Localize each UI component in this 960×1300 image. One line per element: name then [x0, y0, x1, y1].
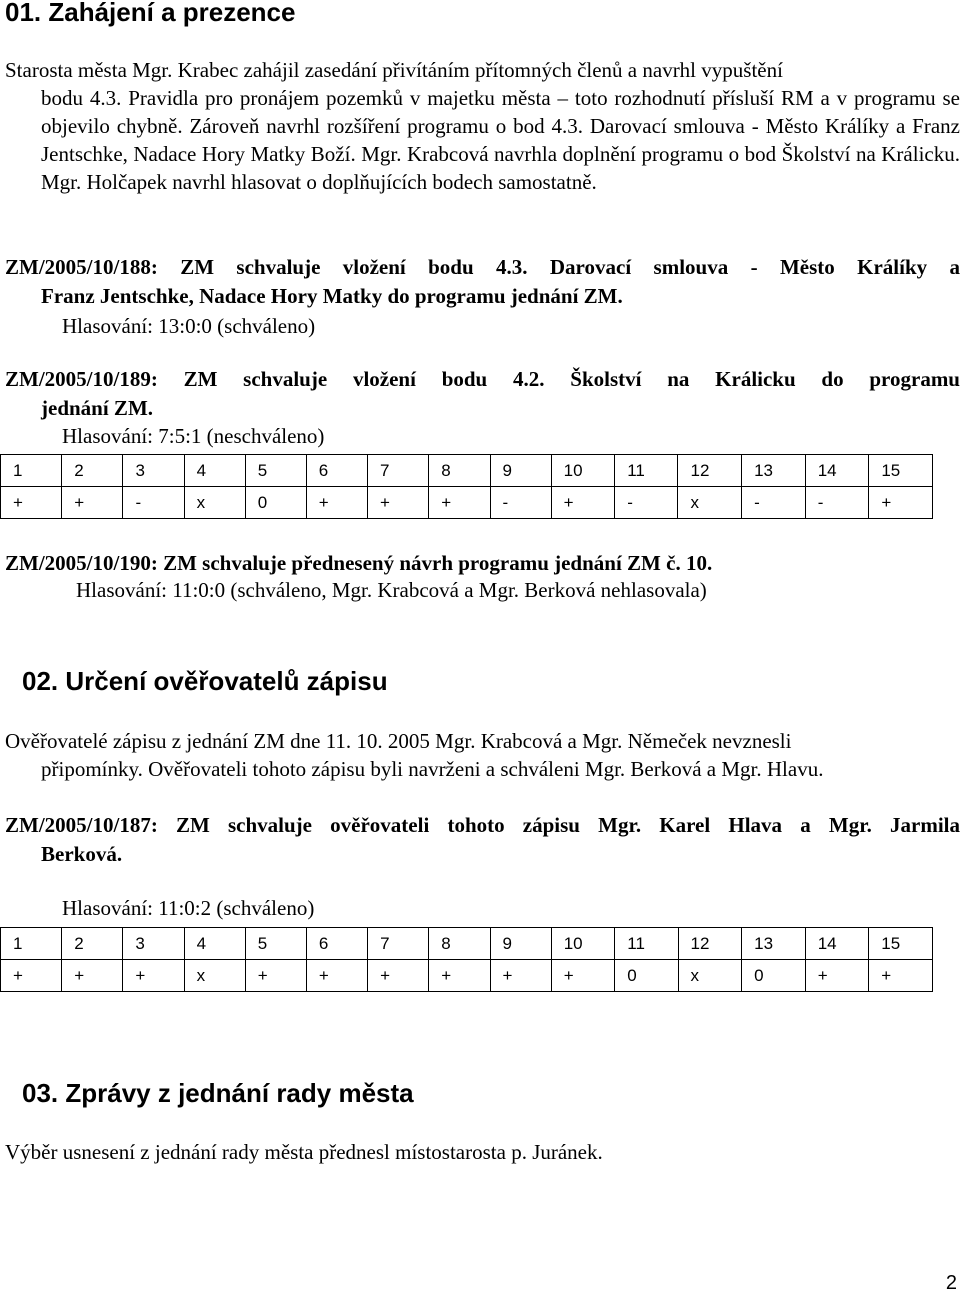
resolution-187-continuation: Berková. [41, 842, 123, 866]
resolution-189-continuation: jednání ZM. [41, 396, 154, 420]
vote-cell: 7 [368, 928, 429, 960]
vote-cell: 8 [429, 928, 490, 960]
vote-cell: 12 [678, 455, 742, 487]
page-number: 2 [945, 1272, 957, 1294]
vote-cell: + [429, 960, 490, 992]
vote-cell: - [615, 487, 678, 519]
vote-cell: + [368, 487, 429, 519]
vote-cell: 7 [368, 455, 429, 487]
vote-cell: 14 [805, 928, 869, 960]
vote-cell: 8 [429, 455, 490, 487]
vote-cell: 3 [123, 455, 184, 487]
vote-cell: 9 [490, 928, 551, 960]
vote-cell: + [429, 487, 490, 519]
vote-cell: + [490, 960, 551, 992]
vote-cell: + [368, 960, 429, 992]
vote-cell: 6 [306, 455, 367, 487]
vote-cell: 10 [551, 928, 615, 960]
vote-cell: 1 [1, 928, 62, 960]
vote-cell: 11 [615, 928, 678, 960]
vote-cell: + [1, 960, 62, 992]
vote-cell: 2 [62, 455, 123, 487]
vote-cell: 0 [742, 960, 806, 992]
vote-table-numbers-row [1, 455, 933, 487]
verifiers-paragraph [5, 727, 960, 783]
vote-cell: 1 [1, 455, 62, 487]
vote-result-187: Hlasování: 11:0:2 (schváleno) [62, 896, 315, 920]
vote-cell: + [62, 487, 123, 519]
vote-cell: - [742, 487, 806, 519]
paragraph-first-line: Ověřovatelé zápisu z jednání ZM dne 11. 10. 2005 Mgr. Krabcová a Mgr. Němeček nevznesli [5, 729, 792, 753]
vote-cell: - [123, 487, 184, 519]
vote-cell: + [869, 487, 933, 519]
vote-cell: - [490, 487, 551, 519]
vote-cell: + [551, 487, 615, 519]
vote-table-numbers-row [1, 928, 933, 960]
vote-cell: 11 [615, 455, 678, 487]
vote-cell: x [678, 960, 742, 992]
resolution-189 [5, 365, 960, 423]
vote-cell: + [805, 960, 869, 992]
vote-cell: 13 [742, 928, 806, 960]
resolution-189-text: ZM/2005/10/189: ZM schvaluje vložení bodu 4.2. Školství na Králicku do programu [5, 367, 960, 391]
vote-cell: + [306, 487, 367, 519]
vote-table-189 [0, 454, 933, 519]
vote-cell: - [805, 487, 869, 519]
vote-cell: + [245, 960, 306, 992]
vote-cell: 3 [123, 928, 184, 960]
vote-result-189: Hlasování: 7:5:1 (neschváleno) [62, 424, 325, 448]
intro-paragraph [5, 56, 960, 196]
paragraph-first-line: Starosta města Mgr. Krabec zahájil zasedání přivítáním přítomných členů a navrhl vypuštění [5, 58, 783, 82]
vote-cell: + [551, 960, 615, 992]
vote-cell: 2 [62, 928, 123, 960]
resolution-187-text: ZM/2005/10/187: ZM schvaluje ověřovateli tohoto zápisu Mgr. Karel Hlava a Mgr. Jarmila [5, 813, 960, 837]
vote-result-188: Hlasování: 13:0:0 (schváleno) [62, 314, 316, 338]
resolution-188-text: ZM/2005/10/188: ZM schvaluje vložení bodu 4.3. Darovací smlouva - Město Králíky a [5, 255, 960, 279]
vote-cell: x [184, 960, 245, 992]
resolution-187 [5, 811, 960, 869]
vote-table-votes-row [1, 960, 933, 992]
vote-cell: + [123, 960, 184, 992]
paragraph-continuation: bodu 4.3. Pravidla pro pronájem pozemků v majetku města – toto rozhodnutí přísluší RM a v programu se objevilo chybně. Zároveň navrhl rozšíření programu o bod 4.3. Darovací smlouva - Město Králíky a Franz Jentschke, Nadace Hory Matky Boží. Mgr. Krabcová navrhla doplnění programu o bod Školství na Králicku. Mgr. Holčapek navrhl hlasovat o doplňujících bodech samostatně. [41, 86, 960, 194]
vote-cell: 10 [551, 455, 615, 487]
section-heading-02: 02. Určení ověřovatelů zápisu [22, 666, 388, 696]
vote-cell: x [184, 487, 245, 519]
vote-cell: 14 [805, 455, 869, 487]
resolution-188-continuation: Franz Jentschke, Nadace Hory Matky do programu jednání ZM. [41, 284, 623, 308]
vote-cell: 4 [184, 928, 245, 960]
vote-cell: 15 [869, 455, 933, 487]
vote-cell: 0 [245, 487, 306, 519]
vote-cell: + [306, 960, 367, 992]
resolution-188 [5, 253, 960, 311]
council-report-text: Výběr usnesení z jednání rady města přednesl místostarosta p. Juránek. [5, 1140, 603, 1164]
vote-cell: 9 [490, 455, 551, 487]
vote-cell: 4 [184, 455, 245, 487]
vote-cell: + [1, 487, 62, 519]
vote-result-190: Hlasování: 11:0:0 (schváleno, Mgr. Krabcová a Mgr. Berková nehlasovala) [76, 578, 707, 602]
resolution-190-text: ZM/2005/10/190: ZM schvaluje přednesený návrh programu jednání ZM č. 10. [5, 551, 713, 575]
vote-table-187 [0, 927, 933, 992]
vote-cell: 5 [245, 928, 306, 960]
section-heading-03: 03. Zprávy z jednání rady města [22, 1078, 414, 1108]
vote-cell: 6 [306, 928, 367, 960]
vote-cell: 5 [245, 455, 306, 487]
vote-cell: + [869, 960, 933, 992]
vote-cell: 12 [678, 928, 742, 960]
vote-table-votes-row [1, 487, 933, 519]
paragraph-continuation: připomínky. Ověřovateli tohoto zápisu byli navrženi a schváleni Mgr. Berková a Mgr. Hlavu. [41, 757, 824, 781]
vote-cell: 0 [615, 960, 678, 992]
section-heading-01: 01. Zahájení a prezence [5, 0, 296, 27]
vote-cell: + [62, 960, 123, 992]
vote-cell: 15 [869, 928, 933, 960]
vote-cell: 13 [742, 455, 806, 487]
vote-cell: x [678, 487, 742, 519]
